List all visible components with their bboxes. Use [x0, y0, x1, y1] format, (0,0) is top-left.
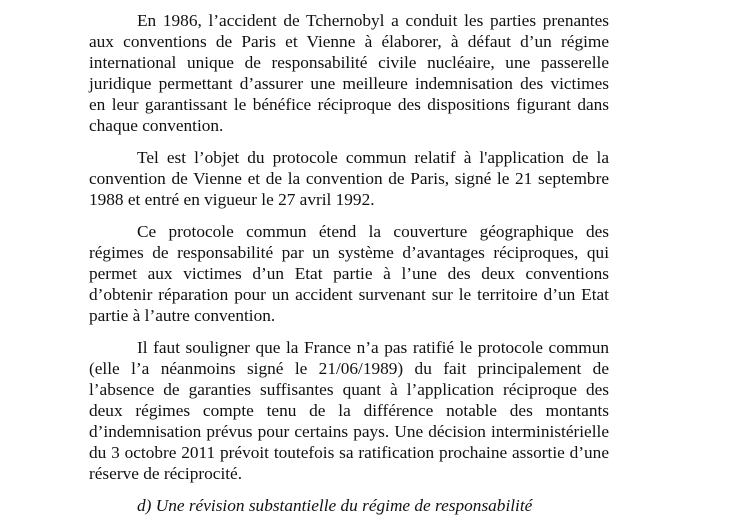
next-section-heading: d) Une révision substantielle du régime de responsabilité	[137, 496, 533, 515]
paragraph-france-ratification: Il faut souligner que la France n’a pas ratifié le protocole commun (elle l’a néanmoins signé le 21/06/1989) du fait principalement de l’absence de garanties suffisantes quant à l’application réciproque des deux régimes compte tenu de la différence notable des montants d’indemnisation prévus pour certains pays. Une décision interministérielle du 3 octobre 2011 prévoit toutefois sa ratification prochaine assortie d’une réserve de réciprocité.	[89, 338, 609, 483]
document-body	[89, 10, 609, 516]
paragraph-joint-protocol: Tel est l’objet du protocole commun relatif à l'application de la convention de Vienne et de la convention de Paris, signé le 21 septembre 1988 et entré en vigueur le 27 avril 1992.	[89, 148, 609, 209]
paragraph-geographic-coverage: Ce protocole commun étend la couverture géographique des régimes de responsabilité par un système d’avantages réciproques, qui permet aux victimes d’un Etat partie à l’une des deux conventions d’obtenir réparation pour un accident survenant sur le territoire d’un Etat partie à l’autre convention.	[89, 222, 609, 325]
paragraph-chernobyl: En 1986, l’accident de Tchernobyl a conduit les parties prenantes aux conventions de Paris et Vienne à élaborer, à défaut d’un régime international unique de responsabilité civile nucléaire, une passerelle juridique permettant d’assurer une meilleure indemnisation des victimes en leur garantissant le bénéfice réciproque des dispositions figurant dans chaque convention.	[89, 11, 609, 135]
